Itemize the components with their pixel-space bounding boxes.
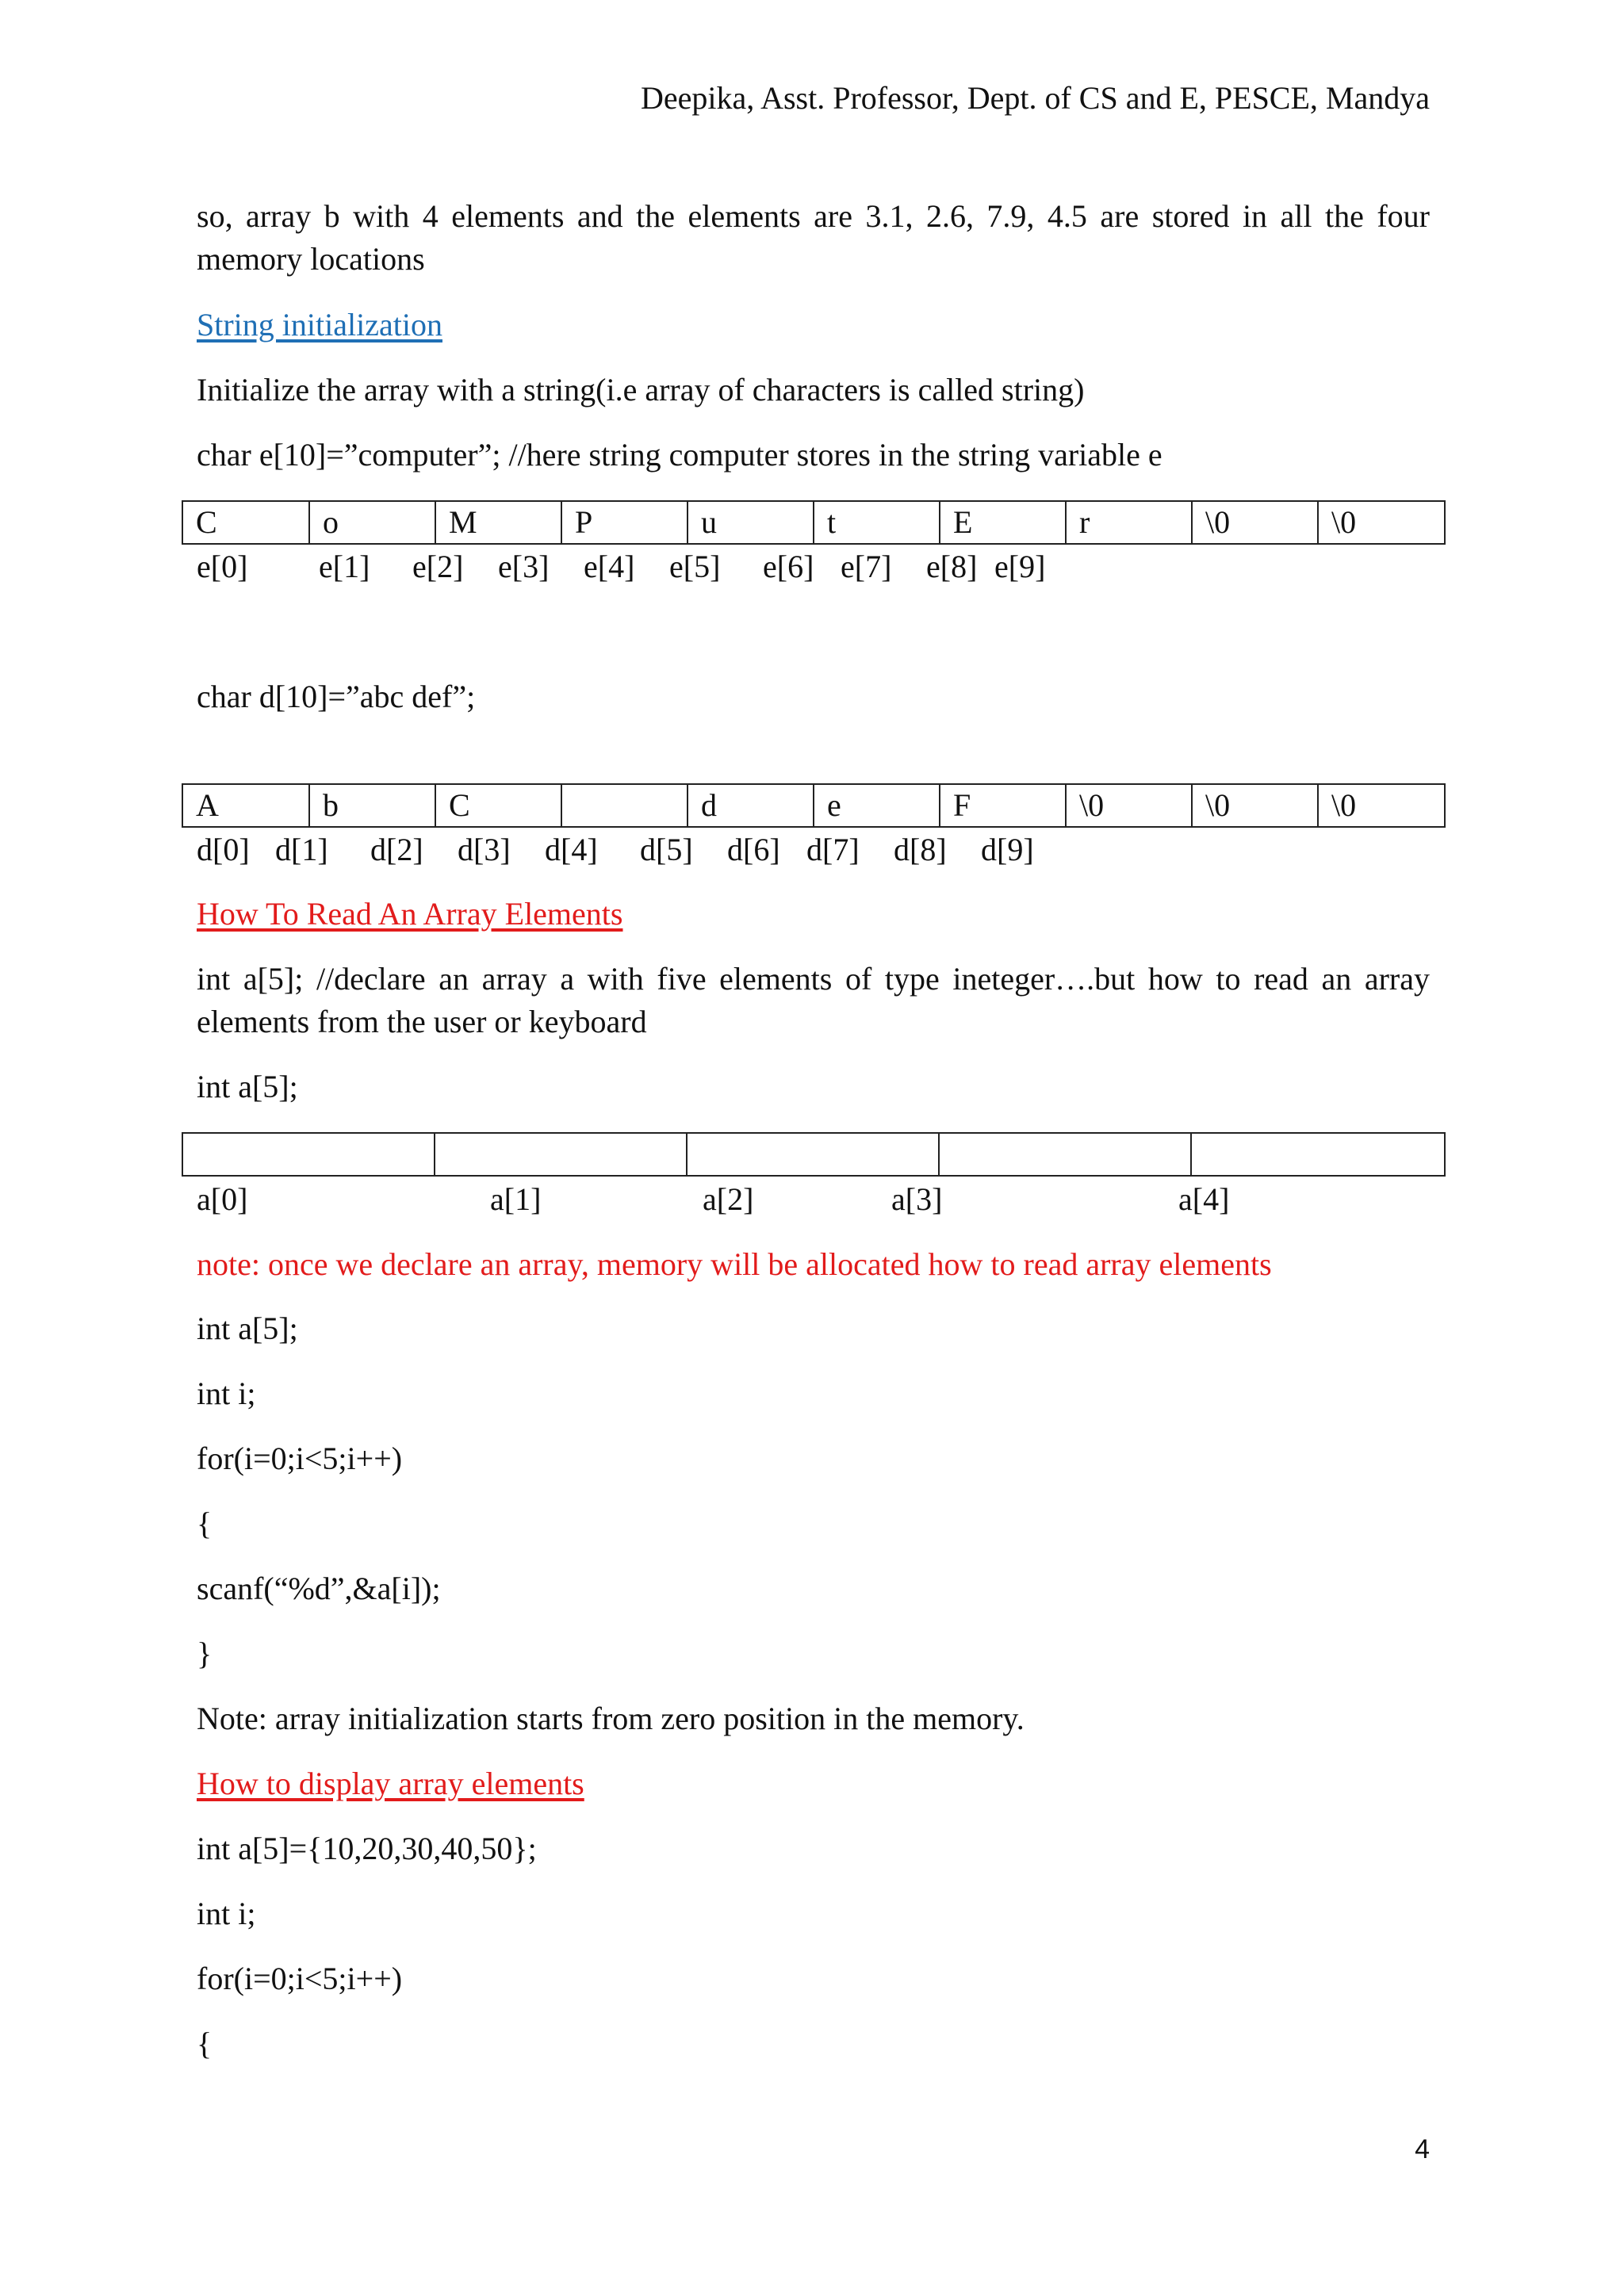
d-index-label: d[6] xyxy=(727,832,780,867)
code-line: int a[5]={10,20,30,40,50}; xyxy=(197,1831,537,1866)
array-e-cell: r xyxy=(1066,501,1192,544)
array-e-cell: u xyxy=(688,501,814,544)
read-array-paragraph: int a[5]; //declare an array a with five elements of type ineteger….but how to read an array elements from the user or keyboard xyxy=(197,961,1430,1039)
code-int-a-decl: int a[5]; xyxy=(197,1069,298,1104)
d-index-label: d[1] xyxy=(275,832,328,867)
page-header: Deepika, Asst. Professor, Dept. of CS and E, PESCE, Mandya xyxy=(641,80,1430,116)
code-char-e: char e[10]=”computer”; //here string computer stores in the string variable e xyxy=(197,437,1162,473)
d-index-label: d[7] xyxy=(806,832,860,867)
a-index-label: a[3] xyxy=(891,1181,943,1217)
array-d-cell: \0 xyxy=(1318,784,1445,827)
array-e-cell: C xyxy=(182,501,309,544)
string-initialization-heading[interactable]: String initialization xyxy=(197,307,442,342)
d-index-label: d[4] xyxy=(545,832,598,867)
code-line: } xyxy=(197,1636,213,1671)
page-number: 4 xyxy=(1415,2134,1430,2164)
intro-paragraph: so, array b with 4 elements and the elements are 3.1, 2.6, 7.9, 4.5 are stored in all the four memory locations xyxy=(197,198,1430,277)
zero-position-note: Note: array initialization starts from zero position in the memory. xyxy=(197,1701,1025,1736)
array-a-cell xyxy=(687,1133,939,1176)
array-a-cell xyxy=(1191,1133,1445,1176)
array-d-cell: \0 xyxy=(1192,784,1318,827)
code-line: scanf(“%d”,&a[i]); xyxy=(197,1571,441,1606)
code-line: int i; xyxy=(197,1376,256,1411)
array-a-cell xyxy=(435,1133,687,1176)
a-index-label: a[4] xyxy=(1178,1181,1230,1217)
e-index-label: e[2] xyxy=(412,549,464,584)
d-index-label: d[9] xyxy=(981,832,1034,867)
code-line: { xyxy=(197,1506,213,1541)
a-index-label: a[2] xyxy=(703,1181,754,1217)
d-index-label: d[3] xyxy=(458,832,511,867)
array-d-cell xyxy=(561,784,688,827)
array-e-cell: o xyxy=(309,501,435,544)
e-index-label: e[3] xyxy=(498,549,550,584)
code-line: int a[5]; xyxy=(197,1311,298,1346)
d-index-label: d[8] xyxy=(894,832,947,867)
code-char-d: char d[10]=”abc def”; xyxy=(197,679,476,714)
d-index-label: d[5] xyxy=(640,832,693,867)
e-index-label: e[1] xyxy=(319,549,370,584)
d-index-label: d[0] xyxy=(197,832,250,867)
array-e-cell: t xyxy=(814,501,940,544)
a-index-label: a[1] xyxy=(490,1181,542,1217)
array-d-cell: C xyxy=(435,784,561,827)
array-e-cell: \0 xyxy=(1192,501,1318,544)
array-a-cell xyxy=(182,1133,435,1176)
array-d-cell: d xyxy=(688,784,814,827)
array-e-cell: \0 xyxy=(1318,501,1445,544)
e-index-label: e[0] xyxy=(197,549,248,584)
string-init-description: Initialize the array with a string(i.e array of characters is called string) xyxy=(197,372,1085,408)
code-line: { xyxy=(197,2026,213,2061)
e-index-label: e[5] xyxy=(669,549,721,584)
array-d-cell: e xyxy=(814,784,940,827)
code-line: int i; xyxy=(197,1896,256,1931)
e-index-label: e[8] xyxy=(926,549,978,584)
array-a-cell xyxy=(939,1133,1191,1176)
a-index-label: a[0] xyxy=(197,1181,248,1217)
array-e-memory-table xyxy=(182,500,1446,545)
e-index-label: e[9] xyxy=(994,549,1046,584)
array-d-cell: b xyxy=(309,784,435,827)
d-index-label: d[2] xyxy=(370,832,423,867)
array-d-memory-table xyxy=(182,783,1446,828)
read-array-heading[interactable]: How To Read An Array Elements xyxy=(197,896,623,932)
memory-allocation-note: note: once we declare an array, memory will be allocated how to read array elements xyxy=(197,1246,1272,1282)
array-e-row xyxy=(182,501,1445,544)
array-d-row xyxy=(182,784,1445,827)
array-a-row xyxy=(182,1133,1445,1176)
array-d-cell: F xyxy=(940,784,1066,827)
code-line: for(i=0;i<5;i++) xyxy=(197,1961,403,1996)
array-e-cell: M xyxy=(435,501,561,544)
array-d-cell: A xyxy=(182,784,309,827)
code-line: for(i=0;i<5;i++) xyxy=(197,1441,403,1476)
e-index-label: e[7] xyxy=(841,549,892,584)
e-index-label: e[6] xyxy=(763,549,814,584)
array-e-cell: P xyxy=(561,501,688,544)
array-d-cell: \0 xyxy=(1066,784,1192,827)
array-e-cell: E xyxy=(940,501,1066,544)
e-index-label: e[4] xyxy=(584,549,635,584)
display-array-heading[interactable]: How to display array elements xyxy=(197,1766,584,1801)
array-a-memory-table xyxy=(182,1132,1446,1177)
